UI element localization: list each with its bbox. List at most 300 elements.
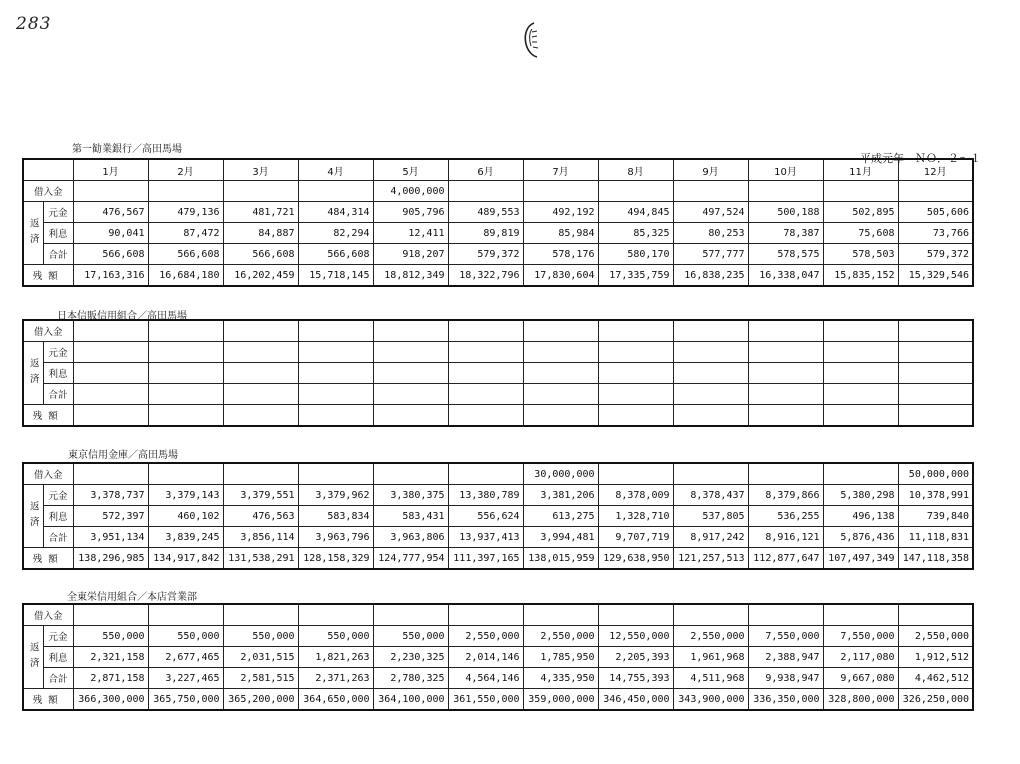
repay-side-label: 返済 (23, 485, 43, 548)
interest-row (23, 363, 973, 384)
balance-cell: 15,718,145 (298, 265, 373, 287)
page-number: 283 (16, 14, 52, 34)
interest-cell (373, 363, 448, 384)
principal-cell (73, 342, 148, 363)
borrow-cell (598, 181, 673, 202)
total-cell: 8,917,242 (673, 527, 748, 548)
total-cell: 4,564,146 (448, 668, 523, 689)
balance-row (23, 689, 973, 711)
borrow-cell (373, 463, 448, 485)
borrow-cell (748, 604, 823, 626)
principal-cell: 8,379,866 (748, 485, 823, 506)
principal-cell: 3,379,143 (148, 485, 223, 506)
month-header: 12月 (898, 159, 973, 181)
principal-cell (523, 342, 598, 363)
total-cell (898, 384, 973, 405)
total-cell: 9,667,080 (823, 668, 898, 689)
principal-label: 元金 (43, 626, 73, 647)
balance-cell: 18,322,796 (448, 265, 523, 287)
interest-row (23, 506, 973, 527)
balance-label: 残額 (23, 265, 73, 287)
total-cell (73, 384, 148, 405)
balance-cell: 366,300,000 (73, 689, 148, 711)
month-header: 1月 (73, 159, 148, 181)
borrow-cell (823, 181, 898, 202)
month-header: 11月 (823, 159, 898, 181)
borrow-row (23, 181, 973, 202)
total-cell (598, 384, 673, 405)
borrow-cell (223, 604, 298, 626)
balance-row (23, 265, 973, 287)
interest-cell: 84,887 (223, 223, 298, 244)
balance-cell (223, 405, 298, 427)
principal-cell: 3,379,551 (223, 485, 298, 506)
borrow-cell (673, 463, 748, 485)
borrow-cell (598, 320, 673, 342)
principal-label: 元金 (43, 485, 73, 506)
total-cell: 578,503 (823, 244, 898, 265)
interest-cell: 90,041 (73, 223, 148, 244)
principal-cell: 8,378,009 (598, 485, 673, 506)
interest-cell: 75,608 (823, 223, 898, 244)
year-number-label: 平成元年 ＮＯ．２～１ (860, 152, 981, 165)
principal-cell: 8,378,437 (673, 485, 748, 506)
balance-cell: 16,202,459 (223, 265, 298, 287)
interest-cell: 2,014,146 (448, 647, 523, 668)
total-cell (148, 384, 223, 405)
balance-cell: 129,638,950 (598, 548, 673, 570)
principal-row (23, 485, 973, 506)
total-cell (373, 384, 448, 405)
borrow-cell (448, 604, 523, 626)
balance-cell: 107,497,349 (823, 548, 898, 570)
total-cell: 566,608 (298, 244, 373, 265)
interest-cell (298, 363, 373, 384)
borrow-cell: 30,000,000 (523, 463, 598, 485)
total-cell: 577,777 (673, 244, 748, 265)
principal-cell: 3,381,206 (523, 485, 598, 506)
month-header: 2月 (148, 159, 223, 181)
borrow-cell (748, 463, 823, 485)
interest-cell: 89,819 (448, 223, 523, 244)
interest-cell: 739,840 (898, 506, 973, 527)
borrow-label: 借入金 (23, 320, 73, 342)
total-cell: 13,937,413 (448, 527, 523, 548)
total-label: 合計 (43, 668, 73, 689)
balance-cell (448, 405, 523, 427)
borrow-cell (223, 181, 298, 202)
balance-cell: 343,900,000 (673, 689, 748, 711)
total-cell: 4,335,950 (523, 668, 598, 689)
balance-cell (373, 405, 448, 427)
interest-cell (823, 363, 898, 384)
borrow-cell (673, 604, 748, 626)
balance-cell: 112,877,647 (748, 548, 823, 570)
total-cell: 2,871,158 (73, 668, 148, 689)
principal-cell: 484,314 (298, 202, 373, 223)
balance-cell: 17,335,759 (598, 265, 673, 287)
principal-cell (598, 342, 673, 363)
total-cell: 3,963,796 (298, 527, 373, 548)
principal-cell: 500,188 (748, 202, 823, 223)
total-cell: 5,876,436 (823, 527, 898, 548)
borrow-cell (598, 604, 673, 626)
interest-cell: 476,563 (223, 506, 298, 527)
balance-cell: 346,450,000 (598, 689, 673, 711)
principal-cell (223, 342, 298, 363)
total-cell: 578,176 (523, 244, 598, 265)
interest-cell (673, 363, 748, 384)
interest-cell: 2,321,158 (73, 647, 148, 668)
borrow-cell (598, 463, 673, 485)
total-cell: 8,916,121 (748, 527, 823, 548)
borrow-row (23, 463, 973, 485)
balance-cell: 336,350,000 (748, 689, 823, 711)
interest-cell (448, 363, 523, 384)
interest-cell: 2,031,515 (223, 647, 298, 668)
balance-label: 残額 (23, 405, 73, 427)
total-cell: 578,575 (748, 244, 823, 265)
balance-label: 残額 (23, 548, 73, 570)
balance-cell: 328,800,000 (823, 689, 898, 711)
borrow-cell (148, 463, 223, 485)
interest-cell: 537,805 (673, 506, 748, 527)
balance-cell (598, 405, 673, 427)
interest-cell (73, 363, 148, 384)
principal-cell: 505,606 (898, 202, 973, 223)
repay-side-label: 返済 (23, 626, 43, 689)
borrow-cell (673, 181, 748, 202)
header-corner-cell (23, 159, 73, 181)
principal-cell: 481,721 (223, 202, 298, 223)
balance-cell: 359,000,000 (523, 689, 598, 711)
principal-cell: 7,550,000 (748, 626, 823, 647)
total-cell: 3,839,245 (148, 527, 223, 548)
balance-cell: 16,684,180 (148, 265, 223, 287)
borrow-cell (898, 181, 973, 202)
borrow-cell (748, 320, 823, 342)
balance-cell (523, 405, 598, 427)
interest-cell: 12,411 (373, 223, 448, 244)
interest-cell: 2,230,325 (373, 647, 448, 668)
interest-cell: 1,328,710 (598, 506, 673, 527)
principal-cell: 550,000 (223, 626, 298, 647)
repay-side-label: 返済 (23, 202, 43, 265)
total-cell (673, 384, 748, 405)
principal-cell: 3,378,737 (73, 485, 148, 506)
balance-cell: 361,550,000 (448, 689, 523, 711)
principal-label: 元金 (43, 202, 73, 223)
balance-cell: 326,250,000 (898, 689, 973, 711)
borrow-cell (523, 181, 598, 202)
balance-cell: 365,750,000 (148, 689, 223, 711)
total-cell: 2,371,263 (298, 668, 373, 689)
borrow-cell (223, 320, 298, 342)
balance-cell (73, 405, 148, 427)
interest-cell: 2,117,080 (823, 647, 898, 668)
interest-cell (223, 363, 298, 384)
borrow-cell (73, 181, 148, 202)
bank-title-1: 第一勧業銀行／高田馬場 (72, 144, 182, 155)
total-cell: 3,963,806 (373, 527, 448, 548)
principal-cell (748, 342, 823, 363)
borrow-label: 借入金 (23, 463, 73, 485)
interest-cell: 2,205,393 (598, 647, 673, 668)
borrow-cell (673, 320, 748, 342)
total-label: 合計 (43, 384, 73, 405)
borrow-cell (223, 463, 298, 485)
principal-cell (448, 342, 523, 363)
balance-cell: 131,538,291 (223, 548, 298, 570)
borrow-cell: 50,000,000 (898, 463, 973, 485)
total-cell: 566,608 (73, 244, 148, 265)
interest-cell (523, 363, 598, 384)
bank-title-2: 日本信販信用組合／高田馬場 (57, 311, 187, 322)
bank-title-4: 全東栄信用組合／本店営業部 (67, 592, 197, 603)
principal-cell: 10,378,991 (898, 485, 973, 506)
interest-cell: 73,766 (898, 223, 973, 244)
total-cell: 2,780,325 (373, 668, 448, 689)
balance-cell: 134,917,842 (148, 548, 223, 570)
total-label: 合計 (43, 527, 73, 548)
balance-cell: 18,812,349 (373, 265, 448, 287)
total-row (23, 244, 973, 265)
loan-table-tokyo-shinkin (22, 462, 974, 570)
principal-cell: 476,567 (73, 202, 148, 223)
interest-cell (748, 363, 823, 384)
borrow-cell (73, 320, 148, 342)
loan-table-nihon-shinpan (22, 319, 974, 427)
interest-cell: 572,397 (73, 506, 148, 527)
total-cell: 566,608 (148, 244, 223, 265)
total-cell: 579,372 (448, 244, 523, 265)
balance-cell: 15,329,546 (898, 265, 973, 287)
principal-cell: 2,550,000 (898, 626, 973, 647)
total-cell: 579,372 (898, 244, 973, 265)
principal-label: 元金 (43, 342, 73, 363)
borrow-cell (898, 320, 973, 342)
month-header: 10月 (748, 159, 823, 181)
principal-cell (673, 342, 748, 363)
borrow-row (23, 604, 973, 626)
balance-cell: 121,257,513 (673, 548, 748, 570)
interest-cell: 80,253 (673, 223, 748, 244)
borrow-cell (823, 320, 898, 342)
balance-cell: 138,015,959 (523, 548, 598, 570)
balance-cell: 15,835,152 (823, 265, 898, 287)
borrow-cell (373, 604, 448, 626)
month-header-row (23, 159, 973, 181)
borrow-cell (73, 604, 148, 626)
principal-cell: 492,192 (523, 202, 598, 223)
month-header: 5月 (373, 159, 448, 181)
borrow-cell (898, 604, 973, 626)
loan-table-daiichi-kangyo (22, 158, 974, 287)
total-cell (223, 384, 298, 405)
month-header: 6月 (448, 159, 523, 181)
interest-row (23, 223, 973, 244)
balance-cell: 124,777,954 (373, 548, 448, 570)
principal-cell (148, 342, 223, 363)
interest-cell (898, 363, 973, 384)
principal-cell: 489,553 (448, 202, 523, 223)
interest-cell (598, 363, 673, 384)
balance-cell (148, 405, 223, 427)
total-cell: 4,511,968 (673, 668, 748, 689)
principal-cell: 550,000 (73, 626, 148, 647)
balance-cell: 17,830,604 (523, 265, 598, 287)
loan-table-zentoei (22, 603, 974, 711)
balance-row (23, 548, 973, 570)
borrow-cell (448, 181, 523, 202)
principal-cell: 5,380,298 (823, 485, 898, 506)
borrow-cell (73, 463, 148, 485)
interest-cell: 583,431 (373, 506, 448, 527)
balance-cell (673, 405, 748, 427)
borrow-cell (298, 320, 373, 342)
total-cell (448, 384, 523, 405)
balance-cell: 16,838,235 (673, 265, 748, 287)
principal-cell (373, 342, 448, 363)
total-cell: 9,938,947 (748, 668, 823, 689)
principal-cell: 905,796 (373, 202, 448, 223)
principal-cell (298, 342, 373, 363)
principal-cell: 479,136 (148, 202, 223, 223)
month-header: 9月 (673, 159, 748, 181)
principal-row (23, 342, 973, 363)
principal-cell: 12,550,000 (598, 626, 673, 647)
borrow-cell (823, 463, 898, 485)
month-header: 7月 (523, 159, 598, 181)
total-cell (523, 384, 598, 405)
stamp-seal-icon (520, 20, 542, 60)
total-cell: 4,462,512 (898, 668, 973, 689)
interest-cell: 82,294 (298, 223, 373, 244)
total-cell (748, 384, 823, 405)
borrow-cell (148, 181, 223, 202)
principal-cell: 2,550,000 (523, 626, 598, 647)
total-cell: 2,581,515 (223, 668, 298, 689)
principal-cell: 550,000 (298, 626, 373, 647)
principal-cell: 3,380,375 (373, 485, 448, 506)
total-cell: 11,118,831 (898, 527, 973, 548)
borrow-cell (748, 181, 823, 202)
principal-cell: 7,550,000 (823, 626, 898, 647)
principal-cell: 2,550,000 (673, 626, 748, 647)
interest-cell: 583,834 (298, 506, 373, 527)
balance-cell (298, 405, 373, 427)
interest-label: 利息 (43, 363, 73, 384)
total-row (23, 384, 973, 405)
balance-cell: 128,158,329 (298, 548, 373, 570)
balance-cell (898, 405, 973, 427)
principal-cell: 2,550,000 (448, 626, 523, 647)
balance-cell: 364,100,000 (373, 689, 448, 711)
balance-cell: 138,296,985 (73, 548, 148, 570)
borrow-cell (523, 320, 598, 342)
borrow-cell (373, 320, 448, 342)
total-cell: 918,207 (373, 244, 448, 265)
balance-cell: 147,118,358 (898, 548, 973, 570)
borrow-cell (448, 463, 523, 485)
balance-cell: 16,338,047 (748, 265, 823, 287)
interest-cell: 536,255 (748, 506, 823, 527)
principal-cell: 13,380,789 (448, 485, 523, 506)
principal-cell: 502,895 (823, 202, 898, 223)
total-cell: 566,608 (223, 244, 298, 265)
total-cell: 3,951,134 (73, 527, 148, 548)
borrow-label: 借入金 (23, 181, 73, 202)
total-label: 合計 (43, 244, 73, 265)
interest-cell: 85,325 (598, 223, 673, 244)
month-header: 3月 (223, 159, 298, 181)
interest-cell (148, 363, 223, 384)
principal-cell: 497,524 (673, 202, 748, 223)
interest-cell: 496,138 (823, 506, 898, 527)
interest-cell: 2,677,465 (148, 647, 223, 668)
borrow-cell (298, 181, 373, 202)
total-cell: 9,707,719 (598, 527, 673, 548)
total-row (23, 668, 973, 689)
principal-row (23, 202, 973, 223)
borrow-row (23, 320, 973, 342)
balance-cell: 111,397,165 (448, 548, 523, 570)
interest-cell: 2,388,947 (748, 647, 823, 668)
principal-row (23, 626, 973, 647)
balance-cell (823, 405, 898, 427)
borrow-cell (448, 320, 523, 342)
interest-cell: 1,821,263 (298, 647, 373, 668)
borrow-cell (823, 604, 898, 626)
interest-label: 利息 (43, 223, 73, 244)
interest-cell: 613,275 (523, 506, 598, 527)
balance-cell (748, 405, 823, 427)
interest-cell: 1,912,512 (898, 647, 973, 668)
interest-row (23, 647, 973, 668)
principal-cell (823, 342, 898, 363)
total-cell: 3,994,481 (523, 527, 598, 548)
total-cell: 3,227,465 (148, 668, 223, 689)
bank-title-3: 東京信用金庫／高田馬場 (68, 450, 178, 461)
interest-cell: 85,984 (523, 223, 598, 244)
principal-cell (898, 342, 973, 363)
balance-row (23, 405, 973, 427)
borrow-cell: 4,000,000 (373, 181, 448, 202)
principal-cell: 494,845 (598, 202, 673, 223)
borrow-cell (148, 320, 223, 342)
borrow-cell (148, 604, 223, 626)
interest-cell: 1,961,968 (673, 647, 748, 668)
principal-cell: 550,000 (148, 626, 223, 647)
interest-cell: 78,387 (748, 223, 823, 244)
repay-side-label: 返済 (23, 342, 43, 405)
total-cell: 14,755,393 (598, 668, 673, 689)
principal-cell: 3,379,962 (298, 485, 373, 506)
balance-cell: 364,650,000 (298, 689, 373, 711)
interest-cell: 460,102 (148, 506, 223, 527)
borrow-cell (298, 604, 373, 626)
borrow-cell (523, 604, 598, 626)
interest-label: 利息 (43, 647, 73, 668)
total-row (23, 527, 973, 548)
borrow-cell (298, 463, 373, 485)
interest-cell: 556,624 (448, 506, 523, 527)
interest-label: 利息 (43, 506, 73, 527)
borrow-label: 借入金 (23, 604, 73, 626)
month-header: 8月 (598, 159, 673, 181)
total-cell: 3,856,114 (223, 527, 298, 548)
interest-cell: 87,472 (148, 223, 223, 244)
